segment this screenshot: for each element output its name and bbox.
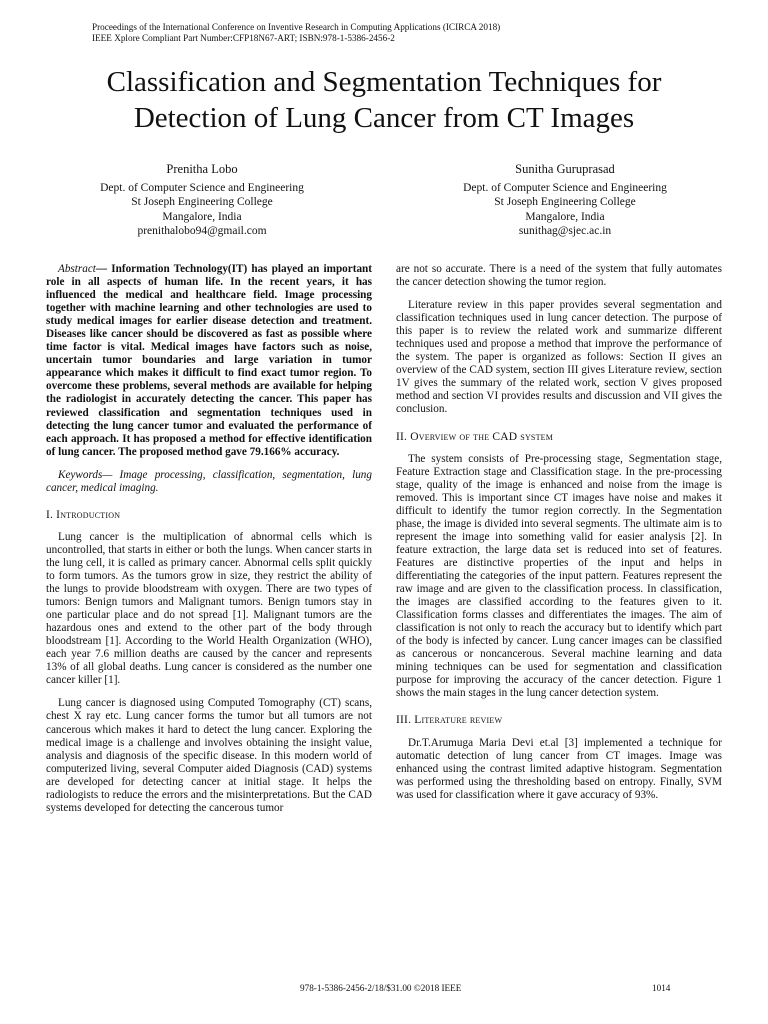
author-block-2 — [405, 162, 725, 238]
author-email: prenithalobo94@gmail.com — [137, 224, 267, 237]
abstract-dash: — — [95, 263, 112, 275]
paper-title — [40, 64, 728, 136]
section-heading-literature-review: III. Literature review — [396, 714, 503, 727]
intro-paragraph-continued: are not so accurate. There is a need of the system that fully automates the cancer detection showing the tumor region. — [396, 263, 722, 289]
abstract — [46, 263, 372, 459]
literature-paragraph-1: Dr.T.Arumuga Maria Devi et.al [3] implemented a technique for automatic detection of lung cancer from CT images. Image was enhanced using the contrast limited adaptive histogram. Segmentation was performed using the thresholding based on entropy. Finally, SVM was used for classification where it gave accuracy of 93%. — [396, 736, 722, 801]
abstract-text: Information Technology(IT) has played an important role in all aspects of human life. In the recent years, it has influenced the medical and healthcare field. Image processing together with machine learning and other technologies are used to study medical images for earlier disease detection and treatment. Diseases like cancer should be discovered as fast as possible where time factor is vital. Medical images have factors such as noise, uncertain tumor boundaries and large variation in tumor appearance which makes it difficult to find exact tumor region. To overcome these problems, several methods are available for helping the radiologist in accurately detecting the cancer. This paper has reviewed classification and segmentation techniques used in detecting the lung cancer tumor and evaluated the performance of each approach. It has proposed a method for effective identification of lung cancer. The proposed method gave 79.166% accuracy. — [46, 263, 372, 458]
intro-paragraph-1: Lung cancer is the multiplication of abnormal cells which is uncontrolled, that starts in either or both the lungs. When cancer starts in the lung cell, it is called as primary cancer. Abnormal cells split quickly to form tumors. As the tumors grow in size, they restrict the ability of the lungs to provide bloodstream with oxygen. There are two types of tumors: Benign tumors and Malignant tumors. Benign tumors stay in one particular place and do not spread [1]. Malignant tumors are the hazardous ones and extend to the other part of the body through bloodstream [1]. According to the World Health Organization (WHO), each year 7.6 million deaths are caused by the cancer and represents 13% of all global deaths. Lung cancer is considered as the number one cancer killer [1]. — [46, 530, 372, 687]
conference-header — [92, 22, 692, 44]
page-number: 1014 — [652, 983, 671, 993]
abstract-label: Abstract — [58, 263, 96, 275]
footer-copyright: 978-1-5386-2456-2/18/$31.00 ©2018 IEEE — [300, 983, 462, 993]
author-block-1 — [42, 162, 362, 238]
left-column — [46, 263, 372, 825]
author-name: Prenitha Lobo — [166, 162, 238, 176]
header-line-2: IEEE Xplore Compliant Part Number:CFP18N67-ART; ISBN:978-1-5386-2456-2 — [92, 33, 395, 43]
keywords-text: Image processing, classification, segmentation, lung cancer, medical imaging. — [46, 468, 372, 494]
title-line-1: Classification and Segmentation Techniques for — [106, 66, 662, 98]
keywords-label: Keywords — [58, 468, 103, 481]
intro-paragraph-3: Literature review in this paper provides several segmentation and classification techniques used in lung cancer detection. The purpose of this paper is to review the related work and summarize different techniques used and propose a method that improve the performance of the system. The paper is organized as follows: Section II gives an overview of the CAD system, section III gives Literature review, section 1V gives the summary of the related work, section V gives proposed method and section VI provides results and discussion and VII gives the conclusion. — [396, 299, 722, 416]
author-city: Mangalore, India — [162, 210, 242, 223]
author-city: Mangalore, India — [525, 210, 605, 223]
cad-paragraph-1: The system consists of Pre-processing stage, Segmentation stage, Feature Extraction stage and Classification stage. In the pre-processing stage, quality of the image is enhanced and noise from the image is removed. This is important since CT images have noise and makes it difficult to identify the tumor region correctly. In the Segmentation phase, the image is divided into several segments. The ultimate aim is to represent the image into something valid for easier analysis [2]. In feature extraction, the large data set is reduced into set of features. Features are distinctive properties of the input and helps in differentiating the categories of the input pattern. Features represent the raw image and are given to the classification process. In classification, the images are classified according to the features given to it. Classification forms classes and differentiates the images. The aim of classification is not only to reach the accuracy but to identify which part of the body is infected by cancer. Lung cancer images can be classified as cancerous or noncancerous. Several machine learning and data mining techniques can be used for segmentation and classification purpose for improving the accuracy of the cancer detection. Figure 1 shows the main stages in the lung cancer detection system. — [396, 452, 722, 700]
section-heading-introduction: I. Introduction — [46, 508, 121, 521]
author-college: St Joseph Engineering College — [494, 196, 636, 209]
author-college: St Joseph Engineering College — [131, 196, 273, 209]
author-dept: Dept. of Computer Science and Engineering — [100, 182, 304, 195]
author-name: Sunitha Guruprasad — [515, 162, 615, 176]
author-dept: Dept. of Computer Science and Engineering — [463, 182, 667, 195]
author-email: sunithag@sjec.ac.in — [518, 224, 612, 237]
keywords — [46, 469, 372, 495]
keywords-dash: — — [102, 468, 120, 481]
right-column — [396, 263, 722, 812]
intro-paragraph-2: Lung cancer is diagnosed using Computed Tomography (CT) scans, chest X ray etc. Lung cancer forms the tumor but all tumors are not cancerous which makes it hard to detect the lung cancer. Exploring the medical image is a challenge and involves obtaining the insight value, analysis and diagnosis of the specific disease. In this modern world of computerized living, several Computer aided Diagnosis (CAD) systems are developed for detecting cancer at initial stage. It helps the radiologists to reduce the errors and the misinterpretations. But the CAD systems developed for detecting the cancerous tumor — [46, 697, 372, 814]
title-line-2: Detection of Lung Cancer from CT Images — [133, 102, 635, 134]
section-heading-cad-overview: II. Overview of the CAD system — [396, 430, 554, 443]
header-line-1: Proceedings of the International Conference on Inventive Research in Computing Applications (ICIRCA 2018) — [92, 22, 501, 32]
